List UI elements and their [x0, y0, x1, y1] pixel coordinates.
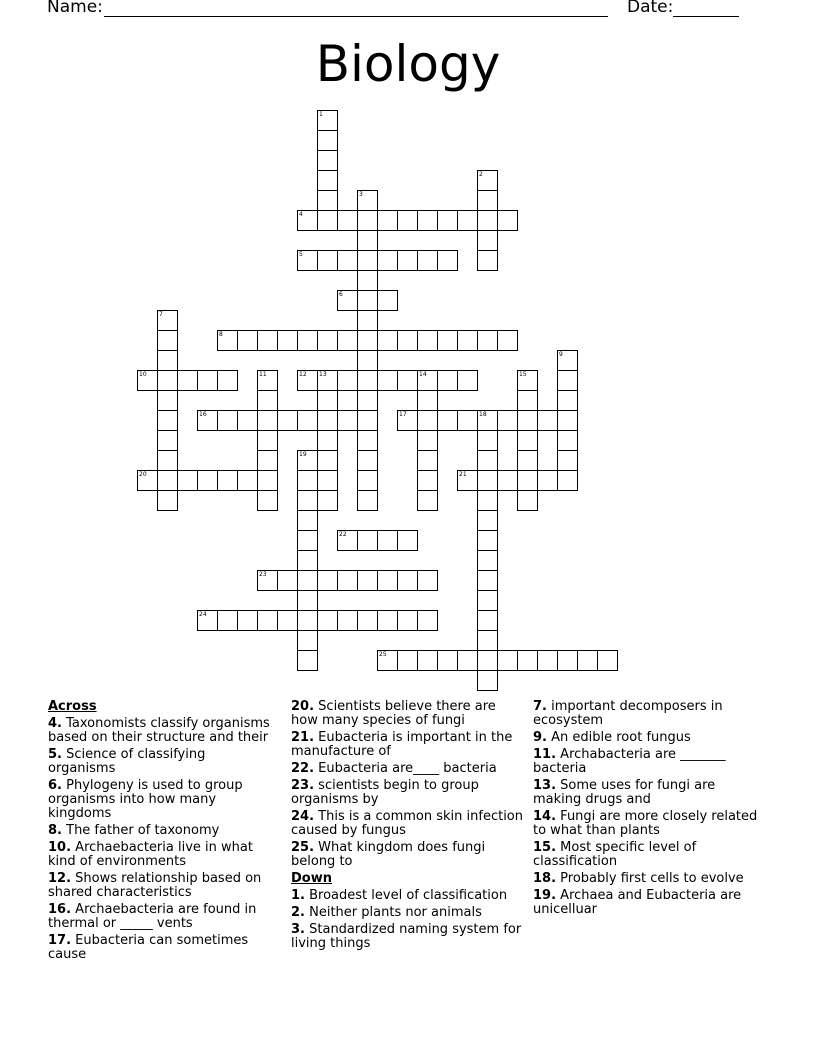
grid-cell[interactable] — [197, 370, 218, 391]
cell-number: 13 — [319, 371, 327, 378]
grid-cell[interactable] — [257, 450, 278, 471]
grid-cell[interactable] — [397, 330, 418, 351]
grid-cell[interactable] — [257, 410, 278, 431]
grid-cell[interactable] — [317, 430, 338, 451]
grid-cell[interactable] — [157, 370, 178, 391]
grid-cell[interactable] — [557, 370, 578, 391]
cell-number: 12 — [299, 371, 307, 378]
cell-number: 24 — [199, 611, 207, 618]
cell-number: 22 — [339, 531, 347, 538]
grid-cell[interactable] — [157, 410, 178, 431]
grid-cell[interactable] — [517, 390, 538, 411]
grid-cell[interactable] — [417, 390, 438, 411]
grid-cell[interactable] — [337, 610, 358, 631]
grid-cell[interactable] — [517, 370, 538, 391]
grid-cell[interactable] — [257, 470, 278, 491]
grid-cell[interactable] — [157, 350, 178, 371]
grid-cell[interactable] — [417, 470, 438, 491]
cell-number: 5 — [299, 251, 303, 258]
cell-number: 3 — [359, 191, 363, 198]
grid-cell[interactable] — [217, 370, 238, 391]
grid-cell[interactable] — [177, 470, 198, 491]
grid-cell[interactable] — [257, 610, 278, 631]
grid-cell[interactable] — [477, 410, 498, 431]
cell-number: 25 — [379, 651, 387, 658]
grid-cell[interactable] — [317, 470, 338, 491]
grid-cell[interactable] — [257, 430, 278, 451]
grid-cell[interactable] — [477, 550, 498, 571]
grid-cell[interactable] — [157, 490, 178, 511]
grid-cell[interactable] — [357, 410, 378, 431]
grid-cell[interactable] — [157, 390, 178, 411]
clue-across-20: 20. Scientists believe there are how many species of fungi — [291, 699, 496, 728]
clue-across-25: 25. What kingdom does fungi belong to — [291, 840, 486, 869]
clue-across-24: 24. This is a common skin infection caused by fungus — [291, 809, 523, 838]
grid-cell[interactable] — [437, 650, 458, 671]
grid-cell[interactable] — [337, 370, 358, 391]
grid-cell[interactable] — [457, 410, 478, 431]
grid-cell[interactable] — [317, 570, 338, 591]
grid-cell[interactable] — [397, 210, 418, 231]
grid-cell[interactable] — [317, 250, 338, 271]
grid-cell[interactable] — [197, 470, 218, 491]
grid-cell[interactable] — [377, 370, 398, 391]
cell-number: 7 — [159, 311, 163, 318]
grid-cell[interactable] — [337, 250, 358, 271]
clue-column-3 — [533, 700, 767, 920]
grid-cell[interactable] — [297, 370, 318, 391]
grid-cell[interactable] — [517, 470, 538, 491]
grid-cell[interactable] — [357, 190, 378, 211]
grid-cell[interactable] — [237, 330, 258, 351]
grid-cell[interactable] — [437, 210, 458, 231]
grid-cell[interactable] — [277, 610, 298, 631]
cell-number: 9 — [559, 351, 563, 358]
grid-cell[interactable] — [317, 330, 338, 351]
grid-cell[interactable] — [477, 210, 498, 231]
grid-cell[interactable] — [317, 490, 338, 511]
grid-cell[interactable] — [357, 530, 378, 551]
grid-cell[interactable] — [197, 410, 218, 431]
grid-cell[interactable] — [477, 430, 498, 451]
grid-cell[interactable] — [417, 490, 438, 511]
page-title: Biology — [315, 35, 501, 93]
grid-cell[interactable] — [317, 390, 338, 411]
grid-cell[interactable] — [577, 650, 598, 671]
clue-across-6: 6. Phylogeny is used to group organisms into how many kingdoms — [48, 778, 243, 821]
grid-cell[interactable] — [557, 390, 578, 411]
clue-across-12: 12. Shows relationship based on shared characteristics — [48, 871, 262, 900]
clue-down-2: 2. Neither plants nor animals — [291, 905, 482, 920]
grid-cell[interactable] — [477, 450, 498, 471]
grid-cell[interactable] — [217, 330, 238, 351]
grid-cell[interactable] — [317, 450, 338, 471]
grid-cell[interactable] — [137, 470, 158, 491]
grid-cell[interactable] — [277, 330, 298, 351]
grid-cell[interactable] — [317, 610, 338, 631]
grid-cell[interactable] — [417, 210, 438, 231]
grid-cell[interactable] — [397, 410, 418, 431]
clue-down-19: 19. Archaea and Eubacteria are unicelluar — [533, 888, 742, 917]
grid-cell[interactable] — [357, 310, 378, 331]
grid-cell[interactable] — [217, 410, 238, 431]
name-line[interactable] — [104, 16, 608, 17]
grid-cell[interactable] — [557, 470, 578, 491]
cell-number: 15 — [519, 371, 527, 378]
grid-cell[interactable] — [277, 410, 298, 431]
clue-down-1: 1. Broadest level of classification — [291, 888, 508, 903]
grid-cell[interactable] — [417, 570, 438, 591]
grid-cell[interactable] — [497, 410, 518, 431]
grid-cell[interactable] — [297, 450, 318, 471]
grid-cell[interactable] — [457, 470, 478, 491]
grid-cell[interactable] — [537, 410, 558, 431]
grid-cell[interactable] — [337, 570, 358, 591]
clue-down-3: 3. Standardized naming system for living things — [291, 922, 522, 951]
grid-cell[interactable] — [237, 470, 258, 491]
grid-cell[interactable] — [157, 450, 178, 471]
grid-cell[interactable] — [357, 370, 378, 391]
cell-number: 2 — [479, 171, 483, 178]
grid-cell[interactable] — [357, 430, 378, 451]
clue-across-10: 10. Archaebacteria live in what kind of environments — [48, 840, 253, 869]
grid-cell[interactable] — [477, 570, 498, 591]
grid-cell[interactable] — [357, 270, 378, 291]
cell-number: 4 — [299, 211, 303, 218]
grid-cell[interactable] — [357, 330, 378, 351]
grid-cell[interactable] — [357, 350, 378, 371]
grid-cell[interactable] — [317, 110, 338, 131]
down-heading: Down — [291, 871, 332, 886]
grid-cell[interactable] — [477, 670, 498, 691]
cell-number: 11 — [259, 371, 267, 378]
grid-cell[interactable] — [477, 190, 498, 211]
cell-number: 21 — [459, 471, 467, 478]
grid-cell[interactable] — [377, 250, 398, 271]
grid-cell[interactable] — [517, 450, 538, 471]
grid-cell[interactable] — [437, 330, 458, 351]
grid-cell[interactable] — [317, 130, 338, 151]
grid-cell[interactable] — [317, 210, 338, 231]
grid-cell[interactable] — [157, 330, 178, 351]
grid-cell[interactable] — [417, 430, 438, 451]
grid-cell[interactable] — [157, 430, 178, 451]
cell-number: 19 — [299, 451, 307, 458]
grid-cell[interactable] — [477, 530, 498, 551]
grid-cell[interactable] — [277, 570, 298, 591]
grid-cell[interactable] — [497, 330, 518, 351]
grid-cell[interactable] — [257, 490, 278, 511]
grid-cell[interactable] — [257, 330, 278, 351]
grid-cell[interactable] — [417, 650, 438, 671]
grid-cell[interactable] — [357, 250, 378, 271]
cell-number: 20 — [139, 471, 147, 478]
grid-cell[interactable] — [297, 470, 318, 491]
clue-across-4: 4. Taxonomists classify organisms based on their structure and their — [48, 716, 270, 745]
grid-cell[interactable] — [557, 350, 578, 371]
grid-cell[interactable] — [337, 210, 358, 231]
grid-cell[interactable] — [477, 230, 498, 251]
grid-cell[interactable] — [317, 170, 338, 191]
grid-cell[interactable] — [517, 650, 538, 671]
clue-across-16: 16. Archaebacteria are found in thermal or _____ vents — [48, 902, 257, 931]
grid-cell[interactable] — [337, 290, 358, 311]
grid-cell[interactable] — [297, 570, 318, 591]
clue-column-1 — [48, 700, 276, 965]
grid-cell[interactable] — [357, 470, 378, 491]
grid-cell[interactable] — [357, 610, 378, 631]
grid-cell[interactable] — [557, 650, 578, 671]
grid-cell[interactable] — [357, 490, 378, 511]
grid-cell[interactable] — [477, 470, 498, 491]
clue-down-9: 9. An edible root fungus — [533, 730, 691, 745]
grid-cell[interactable] — [477, 490, 498, 511]
name-label: Name: — [47, 0, 103, 17]
grid-cell[interactable] — [457, 650, 478, 671]
grid-cell[interactable] — [357, 570, 378, 591]
grid-cell[interactable] — [297, 210, 318, 231]
clue-down-18: 18. Probably first cells to evolve — [533, 871, 744, 886]
grid-cell[interactable] — [397, 530, 418, 551]
grid-cell[interactable] — [377, 650, 398, 671]
grid-cell[interactable] — [377, 210, 398, 231]
grid-cell[interactable] — [317, 150, 338, 171]
clue-across-21: 21. Eubacteria is important in the manufacture of — [291, 730, 513, 759]
grid-cell[interactable] — [357, 450, 378, 471]
grid-cell[interactable] — [257, 370, 278, 391]
grid-cell[interactable] — [357, 230, 378, 251]
grid-cell[interactable] — [357, 290, 378, 311]
grid-cell[interactable] — [337, 530, 358, 551]
grid-cell[interactable] — [477, 650, 498, 671]
clue-down-15: 15. Most specific level of classification — [533, 840, 697, 869]
cell-number: 6 — [339, 291, 343, 298]
grid-cell[interactable] — [457, 330, 478, 351]
date-line[interactable] — [673, 16, 739, 17]
grid-cell[interactable] — [417, 410, 438, 431]
grid-cell[interactable] — [537, 470, 558, 491]
grid-cell[interactable] — [517, 490, 538, 511]
cell-number: 14 — [419, 371, 427, 378]
grid-cell[interactable] — [517, 410, 538, 431]
grid-cell[interactable] — [417, 610, 438, 631]
cell-number: 8 — [219, 331, 223, 338]
grid-cell[interactable] — [497, 470, 518, 491]
grid-cell[interactable] — [357, 210, 378, 231]
clue-column-2 — [291, 700, 523, 954]
cell-number: 1 — [319, 111, 323, 118]
grid-cell[interactable] — [497, 210, 518, 231]
grid-cell[interactable] — [217, 610, 238, 631]
grid-cell[interactable] — [337, 330, 358, 351]
grid-cell[interactable] — [417, 330, 438, 351]
clue-down-14: 14. Fungi are more closely related to what than plants — [533, 809, 758, 838]
grid-cell[interactable] — [377, 610, 398, 631]
across-heading: Across — [48, 699, 97, 714]
cell-number: 10 — [139, 371, 147, 378]
grid-cell[interactable] — [517, 430, 538, 451]
grid-cell[interactable] — [417, 370, 438, 391]
grid-cell[interactable] — [357, 390, 378, 411]
cell-number: 18 — [479, 411, 487, 418]
grid-cell[interactable] — [157, 310, 178, 331]
grid-cell[interactable] — [477, 590, 498, 611]
cell-number: 16 — [199, 411, 207, 418]
grid-cell[interactable] — [497, 650, 518, 671]
grid-cell[interactable] — [437, 410, 458, 431]
grid-cell[interactable] — [337, 410, 358, 431]
clue-across-17: 17. Eubacteria can sometimes cause — [48, 933, 249, 962]
clue-across-8: 8. The father of taxonomy — [48, 823, 220, 838]
grid-cell[interactable] — [477, 250, 498, 271]
grid-cell[interactable] — [397, 610, 418, 631]
grid-cell[interactable] — [317, 410, 338, 431]
grid-cell[interactable] — [477, 510, 498, 531]
cell-number: 23 — [259, 571, 267, 578]
grid-cell[interactable] — [377, 570, 398, 591]
grid-cell[interactable] — [557, 410, 578, 431]
grid-cell[interactable] — [477, 170, 498, 191]
grid-cell[interactable] — [377, 330, 398, 351]
grid-cell[interactable] — [297, 530, 318, 551]
grid-cell[interactable] — [317, 370, 338, 391]
grid-cell[interactable] — [317, 190, 338, 211]
grid-cell[interactable] — [297, 490, 318, 511]
clue-across-23: 23. scientists begin to group organisms by — [291, 778, 479, 807]
clue-across-22: 22. Eubacteria are____ bacteria — [291, 761, 497, 776]
grid-cell[interactable] — [137, 370, 158, 391]
grid-cell[interactable] — [557, 450, 578, 471]
grid-cell[interactable] — [597, 650, 618, 671]
grid-cell[interactable] — [417, 450, 438, 471]
grid-cell[interactable] — [477, 610, 498, 631]
grid-cell[interactable] — [437, 250, 458, 271]
grid-cell[interactable] — [297, 550, 318, 571]
grid-cell[interactable] — [237, 610, 258, 631]
grid-cell[interactable] — [297, 630, 318, 651]
grid-cell[interactable] — [377, 290, 398, 311]
grid-cell[interactable] — [297, 410, 318, 431]
clue-across-5: 5. Science of classifying organisms — [48, 747, 206, 776]
grid-cell[interactable] — [397, 250, 418, 271]
grid-cell[interactable] — [557, 430, 578, 451]
clue-down-7: 7. important decomposers in ecosystem — [533, 699, 723, 728]
grid-cell[interactable] — [417, 250, 438, 271]
grid-cell[interactable] — [377, 530, 398, 551]
grid-cell[interactable] — [257, 570, 278, 591]
grid-cell[interactable] — [177, 370, 198, 391]
grid-cell[interactable] — [257, 390, 278, 411]
grid-cell[interactable] — [237, 410, 258, 431]
grid-cell[interactable] — [457, 210, 478, 231]
grid-cell[interactable] — [297, 610, 318, 631]
grid-cell[interactable] — [297, 590, 318, 611]
grid-cell[interactable] — [297, 250, 318, 271]
grid-cell[interactable] — [297, 510, 318, 531]
grid-cell[interactable] — [197, 610, 218, 631]
grid-cell[interactable] — [297, 330, 318, 351]
grid-cell[interactable] — [537, 650, 558, 671]
grid-cell[interactable] — [397, 570, 418, 591]
grid-cell[interactable] — [437, 370, 458, 391]
grid-cell[interactable] — [297, 650, 318, 671]
clue-down-11: 11. Archabacteria are _______ bacteria — [533, 747, 726, 776]
grid-cell[interactable] — [477, 330, 498, 351]
grid-cell[interactable] — [477, 630, 498, 651]
clue-down-13: 13. Some uses for fungi are making drugs and — [533, 778, 716, 807]
grid-cell[interactable] — [217, 470, 238, 491]
grid-cell[interactable] — [397, 650, 418, 671]
cell-number: 17 — [399, 411, 407, 418]
grid-cell[interactable] — [397, 370, 418, 391]
grid-cell[interactable] — [457, 370, 478, 391]
grid-cell[interactable] — [157, 470, 178, 491]
date-label: Date: — [627, 0, 674, 17]
